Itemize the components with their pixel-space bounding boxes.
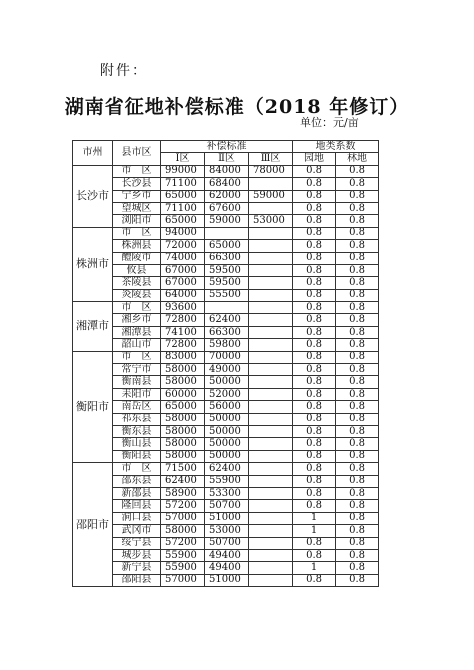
forest-coef-cell: 0.8 <box>336 487 379 499</box>
garden-coef-cell: 1 <box>293 562 336 574</box>
zone3-cell <box>249 500 293 512</box>
zone2-cell: 56000 <box>205 401 249 413</box>
zone1-cell: 71100 <box>161 202 205 214</box>
garden-coef-cell: 0.8 <box>293 289 336 301</box>
zone2-cell: 50700 <box>205 500 249 512</box>
zone2-cell: 50700 <box>205 537 249 549</box>
table-row <box>73 165 379 177</box>
forest-coef-cell: 0.8 <box>336 202 379 214</box>
zone1-cell: 83000 <box>161 351 205 363</box>
zone1-cell: 64000 <box>161 289 205 301</box>
garden-coef-cell: 0.8 <box>293 574 336 586</box>
forest-coef-cell: 0.8 <box>336 227 379 239</box>
forest-coef-cell: 0.8 <box>336 537 379 549</box>
county-cell: 市 区 <box>113 463 161 475</box>
header-city: 市州 <box>73 141 113 166</box>
garden-coef-cell: 0.8 <box>293 388 336 400</box>
garden-coef-cell: 0.8 <box>293 202 336 214</box>
zone1-cell: 58000 <box>161 450 205 462</box>
zone2-cell: 66300 <box>205 326 249 338</box>
zone3-cell <box>249 537 293 549</box>
zone2-cell: 55500 <box>205 289 249 301</box>
zone3-cell <box>249 562 293 574</box>
zone3-cell <box>249 252 293 264</box>
table-row <box>73 339 379 351</box>
zone1-cell: 65000 <box>161 190 205 202</box>
zone3-cell <box>249 302 293 314</box>
zone3-cell: 59000 <box>249 190 293 202</box>
zone1-cell: 94000 <box>161 227 205 239</box>
zone2-cell: 62000 <box>205 190 249 202</box>
garden-coef-cell: 0.8 <box>293 475 336 487</box>
zone1-cell: 71100 <box>161 178 205 190</box>
forest-coef-cell: 0.8 <box>336 562 379 574</box>
county-cell: 隆回县 <box>113 500 161 512</box>
compensation-table <box>72 140 379 587</box>
county-cell: 市 区 <box>113 227 161 239</box>
garden-coef-cell: 0.8 <box>293 326 336 338</box>
garden-coef-cell: 0.8 <box>293 500 336 512</box>
zone2-cell <box>205 227 249 239</box>
table-row <box>73 500 379 512</box>
header-zone2: Ⅱ区 <box>205 153 249 165</box>
table-row <box>73 574 379 586</box>
unit-note: 单位：元/亩 <box>300 116 359 129</box>
county-cell: 祁东县 <box>113 413 161 425</box>
zone2-cell: 50000 <box>205 450 249 462</box>
county-cell: 绥宁县 <box>113 537 161 549</box>
forest-coef-cell: 0.8 <box>336 364 379 376</box>
zone2-cell: 84000 <box>205 165 249 177</box>
table-row <box>73 351 379 363</box>
zone2-cell: 62400 <box>205 314 249 326</box>
table-row <box>73 549 379 561</box>
garden-coef-cell: 0.8 <box>293 438 336 450</box>
forest-coef-cell: 0.8 <box>336 463 379 475</box>
county-cell: 衡阳县 <box>113 450 161 462</box>
table-row <box>73 289 379 301</box>
table-row <box>73 376 379 388</box>
county-cell: 韶山市 <box>113 339 161 351</box>
table-body <box>73 165 379 586</box>
table-row <box>73 450 379 462</box>
zone2-cell: 49400 <box>205 549 249 561</box>
table-row <box>73 215 379 227</box>
forest-coef-cell: 0.8 <box>336 401 379 413</box>
garden-coef-cell: 0.8 <box>293 277 336 289</box>
county-cell: 株洲县 <box>113 240 161 252</box>
document-title: 湖南省征地补偿标准（2018 年修订） <box>64 96 410 118</box>
zone1-cell: 72800 <box>161 314 205 326</box>
zone2-cell: 52000 <box>205 388 249 400</box>
table-row <box>73 202 379 214</box>
zone1-cell: 58000 <box>161 425 205 437</box>
garden-coef-cell: 1 <box>293 512 336 524</box>
zone3-cell <box>249 388 293 400</box>
table-row <box>73 438 379 450</box>
forest-coef-cell: 0.8 <box>336 351 379 363</box>
garden-coef-cell: 0.8 <box>293 190 336 202</box>
county-cell: 攸县 <box>113 264 161 276</box>
zone3-cell <box>249 463 293 475</box>
table-row <box>73 487 379 499</box>
header-zone3: Ⅲ区 <box>249 153 293 165</box>
county-cell: 城步县 <box>113 549 161 561</box>
table-row <box>73 562 379 574</box>
zone1-cell: 58000 <box>161 438 205 450</box>
zone3-cell <box>249 289 293 301</box>
garden-coef-cell: 0.8 <box>293 549 336 561</box>
forest-coef-cell: 0.8 <box>336 277 379 289</box>
zone3-cell <box>249 178 293 190</box>
forest-coef-cell: 0.8 <box>336 215 379 227</box>
forest-coef-cell: 0.8 <box>336 512 379 524</box>
garden-coef-cell: 0.8 <box>293 178 336 190</box>
zone3-cell <box>249 549 293 561</box>
city-cell: 长沙市 <box>73 165 113 227</box>
garden-coef-cell: 0.8 <box>293 413 336 425</box>
zone2-cell: 65000 <box>205 240 249 252</box>
forest-coef-cell: 0.8 <box>336 574 379 586</box>
zone1-cell: 55900 <box>161 549 205 561</box>
zone1-cell: 62400 <box>161 475 205 487</box>
table-row <box>73 314 379 326</box>
city-cell: 邵阳市 <box>73 463 113 587</box>
zone3-cell <box>249 240 293 252</box>
zone3-cell <box>249 425 293 437</box>
zone2-cell: 50000 <box>205 413 249 425</box>
forest-coef-cell: 0.8 <box>336 450 379 462</box>
zone2-cell: 55900 <box>205 475 249 487</box>
garden-coef-cell: 0.8 <box>293 165 336 177</box>
county-cell: 南岳区 <box>113 401 161 413</box>
header-forest: 林地 <box>336 153 379 165</box>
header-compensation: 补偿标准 <box>161 141 293 153</box>
forest-coef-cell: 0.8 <box>336 289 379 301</box>
zone2-cell: 59000 <box>205 215 249 227</box>
forest-coef-cell: 0.8 <box>336 190 379 202</box>
zone3-cell <box>249 525 293 537</box>
zone3-cell <box>249 264 293 276</box>
zone3-cell <box>249 339 293 351</box>
garden-coef-cell: 0.8 <box>293 339 336 351</box>
county-cell: 茶陵县 <box>113 277 161 289</box>
garden-coef-cell: 0.8 <box>293 302 336 314</box>
table-row <box>73 525 379 537</box>
zone2-cell: 66300 <box>205 252 249 264</box>
zone2-cell: 50000 <box>205 425 249 437</box>
county-cell: 望城区 <box>113 202 161 214</box>
zone3-cell: 78000 <box>249 165 293 177</box>
zone1-cell: 57200 <box>161 500 205 512</box>
zone3-cell: 53000 <box>249 215 293 227</box>
forest-coef-cell: 0.8 <box>336 500 379 512</box>
table-row <box>73 252 379 264</box>
table-row <box>73 388 379 400</box>
zone3-cell <box>249 364 293 376</box>
forest-coef-cell: 0.8 <box>336 525 379 537</box>
header-row-1 <box>73 141 379 153</box>
table-row <box>73 227 379 239</box>
garden-coef-cell: 0.8 <box>293 215 336 227</box>
county-cell: 邵东县 <box>113 475 161 487</box>
zone1-cell: 57000 <box>161 512 205 524</box>
forest-coef-cell: 0.8 <box>336 326 379 338</box>
table-row <box>73 537 379 549</box>
zone3-cell <box>249 314 293 326</box>
zone1-cell: 72000 <box>161 240 205 252</box>
zone2-cell <box>205 302 249 314</box>
forest-coef-cell: 0.8 <box>336 240 379 252</box>
zone1-cell: 57000 <box>161 574 205 586</box>
forest-coef-cell: 0.8 <box>336 264 379 276</box>
zone3-cell <box>249 450 293 462</box>
garden-coef-cell: 0.8 <box>293 425 336 437</box>
garden-coef-cell: 0.8 <box>293 264 336 276</box>
garden-coef-cell: 0.8 <box>293 314 336 326</box>
forest-coef-cell: 0.8 <box>336 425 379 437</box>
zone2-cell: 50000 <box>205 438 249 450</box>
county-cell: 常宁市 <box>113 364 161 376</box>
table-row <box>73 190 379 202</box>
zone2-cell: 51000 <box>205 512 249 524</box>
header-coefficient: 地类系数 <box>293 141 379 153</box>
zone1-cell: 58000 <box>161 376 205 388</box>
table-row <box>73 425 379 437</box>
table-row <box>73 401 379 413</box>
forest-coef-cell: 0.8 <box>336 388 379 400</box>
zone2-cell: 59500 <box>205 264 249 276</box>
forest-coef-cell: 0.8 <box>336 178 379 190</box>
table-row <box>73 264 379 276</box>
county-cell: 新邵县 <box>113 487 161 499</box>
header-county: 县市区 <box>113 141 161 166</box>
zone2-cell: 67600 <box>205 202 249 214</box>
table-row <box>73 463 379 475</box>
zone1-cell: 74000 <box>161 252 205 264</box>
county-cell: 市 区 <box>113 165 161 177</box>
table-row <box>73 178 379 190</box>
city-cell: 衡阳市 <box>73 351 113 463</box>
zone1-cell: 58000 <box>161 364 205 376</box>
county-cell: 邵阳县 <box>113 574 161 586</box>
county-cell: 醴陵市 <box>113 252 161 264</box>
zone3-cell <box>249 413 293 425</box>
zone3-cell <box>249 512 293 524</box>
zone2-cell: 59500 <box>205 277 249 289</box>
zone3-cell <box>249 438 293 450</box>
county-cell: 武冈市 <box>113 525 161 537</box>
zone3-cell <box>249 574 293 586</box>
zone2-cell: 62400 <box>205 463 249 475</box>
forest-coef-cell: 0.8 <box>336 165 379 177</box>
garden-coef-cell: 0.8 <box>293 351 336 363</box>
zone2-cell: 70000 <box>205 351 249 363</box>
header-zone1: Ⅰ区 <box>161 153 205 165</box>
zone3-cell <box>249 376 293 388</box>
forest-coef-cell: 0.8 <box>336 339 379 351</box>
garden-coef-cell: 0.8 <box>293 401 336 413</box>
forest-coef-cell: 0.8 <box>336 252 379 264</box>
city-cell: 湘潭市 <box>73 302 113 352</box>
county-cell: 炎陵县 <box>113 289 161 301</box>
county-cell: 湘潭县 <box>113 326 161 338</box>
county-cell: 洞口县 <box>113 512 161 524</box>
county-cell: 衡南县 <box>113 376 161 388</box>
zone3-cell <box>249 202 293 214</box>
zone1-cell: 72800 <box>161 339 205 351</box>
zone2-cell: 49000 <box>205 364 249 376</box>
garden-coef-cell: 0.8 <box>293 364 336 376</box>
forest-coef-cell: 0.8 <box>336 302 379 314</box>
garden-coef-cell: 0.8 <box>293 376 336 388</box>
table-row <box>73 302 379 314</box>
attachment-label: 附件： <box>100 63 148 79</box>
forest-coef-cell: 0.8 <box>336 438 379 450</box>
zone3-cell <box>249 277 293 289</box>
zone1-cell: 65000 <box>161 401 205 413</box>
table-row <box>73 277 379 289</box>
county-cell: 新宁县 <box>113 562 161 574</box>
zone1-cell: 65000 <box>161 215 205 227</box>
county-cell: 市 区 <box>113 302 161 314</box>
table-row <box>73 512 379 524</box>
county-cell: 长沙县 <box>113 178 161 190</box>
forest-coef-cell: 0.8 <box>336 549 379 561</box>
forest-coef-cell: 0.8 <box>336 413 379 425</box>
city-cell: 株洲市 <box>73 227 113 301</box>
county-cell: 湘乡市 <box>113 314 161 326</box>
zone1-cell: 60000 <box>161 388 205 400</box>
zone1-cell: 67000 <box>161 264 205 276</box>
zone3-cell <box>249 475 293 487</box>
county-cell: 市 区 <box>113 351 161 363</box>
zone2-cell: 51000 <box>205 574 249 586</box>
zone3-cell <box>249 401 293 413</box>
zone1-cell: 67000 <box>161 277 205 289</box>
county-cell: 浏阳市 <box>113 215 161 227</box>
zone1-cell: 93600 <box>161 302 205 314</box>
zone1-cell: 55900 <box>161 562 205 574</box>
zone1-cell: 58000 <box>161 413 205 425</box>
zone1-cell: 99000 <box>161 165 205 177</box>
garden-coef-cell: 0.8 <box>293 537 336 549</box>
zone1-cell: 71500 <box>161 463 205 475</box>
garden-coef-cell: 0.8 <box>293 252 336 264</box>
county-cell: 耒阳市 <box>113 388 161 400</box>
zone2-cell: 53000 <box>205 525 249 537</box>
garden-coef-cell: 0.8 <box>293 240 336 252</box>
zone1-cell: 57200 <box>161 537 205 549</box>
zone3-cell <box>249 487 293 499</box>
table-row <box>73 364 379 376</box>
forest-coef-cell: 0.8 <box>336 314 379 326</box>
zone1-cell: 58900 <box>161 487 205 499</box>
table-row <box>73 240 379 252</box>
zone3-cell <box>249 351 293 363</box>
county-cell: 衡山县 <box>113 438 161 450</box>
zone2-cell: 49400 <box>205 562 249 574</box>
zone1-cell: 58000 <box>161 525 205 537</box>
zone1-cell: 74100 <box>161 326 205 338</box>
garden-coef-cell: 0.8 <box>293 487 336 499</box>
county-cell: 宁乡市 <box>113 190 161 202</box>
zone2-cell: 50000 <box>205 376 249 388</box>
forest-coef-cell: 0.8 <box>336 376 379 388</box>
table-row <box>73 413 379 425</box>
zone2-cell: 68400 <box>205 178 249 190</box>
county-cell: 衡东县 <box>113 425 161 437</box>
garden-coef-cell: 0.8 <box>293 450 336 462</box>
zone2-cell: 53300 <box>205 487 249 499</box>
zone3-cell <box>249 326 293 338</box>
garden-coef-cell: 0.8 <box>293 227 336 239</box>
forest-coef-cell: 0.8 <box>336 475 379 487</box>
zone2-cell: 59800 <box>205 339 249 351</box>
table-row <box>73 326 379 338</box>
zone3-cell <box>249 227 293 239</box>
header-garden: 园地 <box>293 153 336 165</box>
garden-coef-cell: 1 <box>293 525 336 537</box>
garden-coef-cell: 0.8 <box>293 463 336 475</box>
table-row <box>73 475 379 487</box>
